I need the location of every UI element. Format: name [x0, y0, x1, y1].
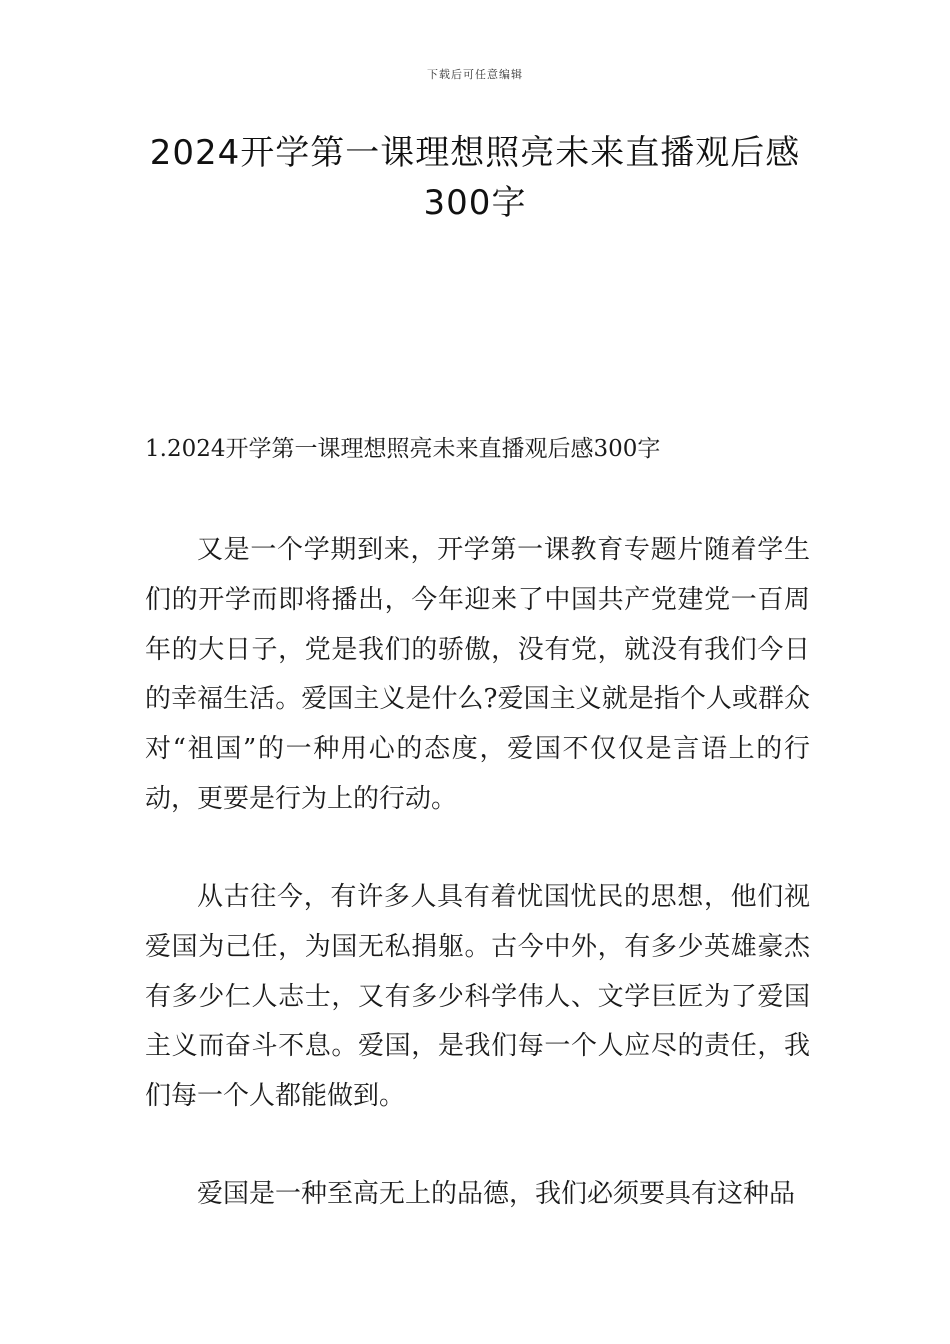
paragraph-2: 从古往今，有许多人具有着忧国忧民的思想，他们视爱国为己任，为国无私捐躯。古今中外，有多少英雄豪杰有多少仁人志士，又有多少科学伟人、文学巨匠为了爱国主义而奋斗不息。爱国，是我们每一个人应尽的责任，我们每一个人都能做到。: [145, 882, 810, 1112]
header-note: 下载后可任意编辑: [427, 68, 523, 81]
section-heading: 1.2024开学第一课理想照亮未来直播观后感300字: [145, 436, 661, 462]
title-line-1: 2024开学第一课理想照亮未来直播观后感: [149, 133, 801, 173]
paragraph-3: 爱国是一种至高无上的品德，我们必须要具有这种品: [197, 1179, 796, 1209]
document-title: [120, 128, 830, 228]
paragraph-1: 又是一个学期到来，开学第一课教育专题片随着学生们的开学而即将播出，今年迎来了中国共产党建党一百周年的大日子，党是我们的骄傲，没有党，就没有我们今日的幸福生活。爱国主义是什么?爱国主义就是指个人或群众对“祖国”的一种用心的态度，爱国不仅仅是言语上的行动，更要是行为上的行动。: [145, 535, 810, 814]
title-line-2: 300字: [423, 183, 527, 223]
